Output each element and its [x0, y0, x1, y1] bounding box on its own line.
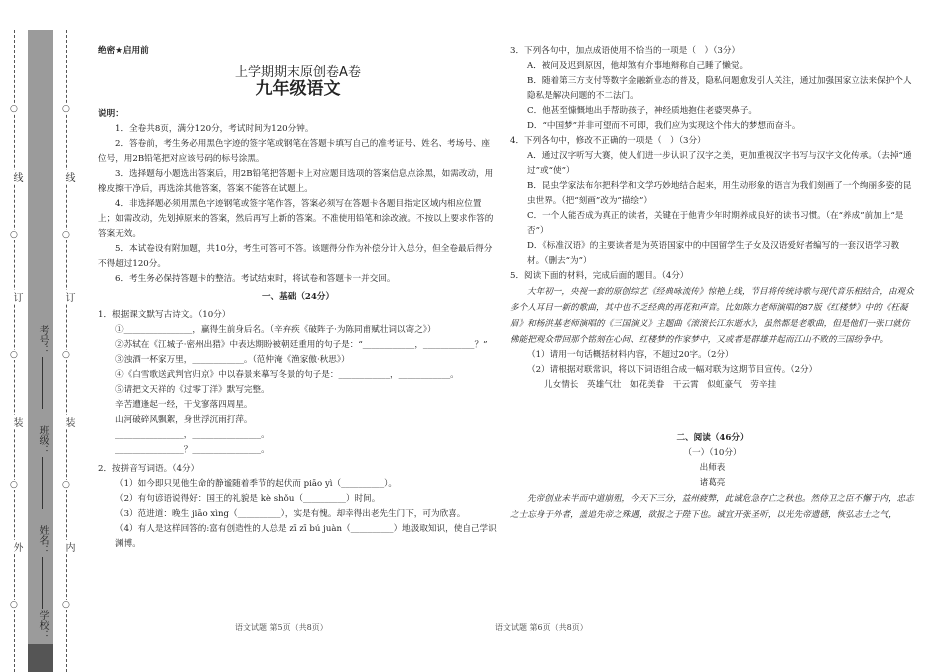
option-item[interactable]: A．通过汉字听写大赛，使人们进一步认识了汉字之美，更加重视汉字书写与汉字文化传承。（去掉“通过”或“使”）	[527, 151, 912, 176]
question-item[interactable]: ③浊酒一杯家万里，____________。（范仲淹《渔家傲·秋思》）	[115, 355, 350, 365]
question-item: ⑤请把文天祥的《过零丁洋》默写完整。	[115, 385, 270, 395]
binding-strip-footer	[28, 644, 53, 672]
circle-mark: ○	[10, 480, 18, 490]
word-list: 儿女情长 英雄气壮 如花美眷 干云霄 似虹豪气 劳辛挂	[544, 380, 777, 390]
class-label: 班级：	[37, 425, 48, 455]
question-stem: 4．下列各句中，修改不正确的一项是（ ）（3分）	[510, 136, 706, 146]
class-field[interactable]	[35, 425, 50, 509]
binding-margin	[0, 0, 95, 672]
name-label: 姓名：	[37, 525, 48, 555]
note-item: 6．考生务必保持答题卡的整洁。考试结束时，将试卷和答题卡一并交回。	[115, 274, 396, 284]
reading-text: 先帝创业未半而中道崩殂，今天下三分，益州疲弊，此诚危急存亡之秋也。然侍卫之臣不懈于内，忠志之士忘身于外者，盖追先帝之殊遇，欲报之于陛下也。诚宜开张圣听，以光先帝遗德，恢弘志士之气，	[510, 494, 914, 520]
binding-label: 订	[11, 292, 22, 302]
circle-mark: ○	[62, 480, 70, 490]
name-field[interactable]	[35, 525, 50, 609]
circle-mark: ○	[10, 350, 18, 360]
page-footer-left: 语文试题 第5页（共8页）	[235, 623, 328, 632]
question-item[interactable]: ①________________，赢得生前身后名。（辛弃疾《破阵子·为陈同甫赋壮词以寄之》）	[115, 325, 436, 335]
circle-mark: ○	[62, 230, 70, 240]
school-label: 学校：	[37, 610, 48, 640]
option-item[interactable]: C．他甚至慷慨地出手帮助孩子，神经质地抱住老婆哭鼻子。	[527, 106, 758, 116]
note-item: 1．全卷共8页，满分120分，考试时间为120分钟。	[115, 124, 314, 134]
question-stem: 3．下列各句中，加点成语使用不恰当的一项是（ ）（3分）	[510, 46, 741, 56]
binding-label: 内	[63, 542, 74, 552]
option-item[interactable]: B．昆虫学家法布尔把科学和文学巧妙地结合起来，用生动形象的语言为我们刻画了一个绚丽多姿的昆虫世界。（把“刻画”改为“描绘”）	[527, 181, 912, 206]
exam-title: 上学期期末原创卷A卷	[235, 65, 361, 80]
question-item[interactable]: ④《白雪歌送武判官归京》中以春景来摹写冬景的句子是：____________，____________。	[115, 370, 459, 380]
circle-mark: ○	[62, 104, 70, 114]
secret-mark: 绝密★启用前	[98, 46, 149, 56]
question-item[interactable]: （2）有句谚语说得好：国王的礼貌是 kè shǒu（__________）时间。	[115, 494, 381, 504]
notes-heading: 说明：	[98, 109, 124, 119]
option-item[interactable]: B．随着第三方支付等数字金融新业态的普及，隐私问题愈发引人关注，通过加强国家立法来保护个人隐私是解决问题的不二法门。	[527, 76, 912, 101]
note-item: 2．答卷前，考生务必用黑色字迹的签字笔或钢笔在答题卡填写自己的准考证号、姓名、考场号、座位号，用2B铅笔把对应该号码的标号涂黑。	[98, 139, 491, 164]
left-page	[98, 44, 498, 552]
option-item[interactable]: D．《标准汉语》的主要读者是为英语国家中的中国留学生子女及汉语爱好者编写的一套汉语学习教材。（删去“为”）	[527, 241, 900, 266]
question-item: （1）请用一句话概括材料内容，不超过20字。（2分）	[527, 350, 734, 360]
reading-subheading: （一）（10分）	[683, 448, 742, 458]
reading-passage: 大年初一，央视一套的原创综艺《经典咏流传》惊艳上线，节目将传统诗歌与现代音乐相结合，由观众多个人耳目一新的歌曲，其中也不乏经典的再花和声音。比如陈力老师演唱的87版《红楼梦》中的《枉凝眉》和杨洪基老师演唱的《三国演义》主题曲《滚滚长江东逝水》，虽然都是老歌曲，但是他们一张口就仿佛能把观众带回那个铭刻在心间、红楼梦的作家梦中，又或者是群雄并起而江山不败的三国纷争中。	[510, 287, 914, 345]
question-item[interactable]: ②苏轼在《江城子·密州出猎》中表达期盼被朝廷重用的句子是：“____________，____________？”	[115, 340, 488, 350]
option-item[interactable]: C．一个人能否成为真正的读者，关键在于他青少年时期养成良好的读书习惯。（在“养成”前加上“是否”）	[527, 211, 904, 236]
question-stem: 1．根据课文默写古诗文。（10分）	[98, 310, 231, 320]
section-heading: 一、基础（24分）	[261, 292, 335, 302]
reading-title: 出师表	[699, 463, 726, 473]
binding-label: 线	[63, 172, 74, 182]
binding-label: 装	[11, 417, 22, 427]
note-item: 4．非选择题必须用黑色字迹钢笔或签字笔作答，答案必须写在答题卡各题目指定区域内相应位置上；如需改动，先划掉原来的答案，然后再写上新的答案。不准使用铅笔和涂改液。不按以上要求作答的答案无效。	[98, 199, 494, 239]
binding-label: 线	[11, 172, 22, 182]
reading-author: 诸葛亮	[699, 478, 726, 488]
right-page	[510, 44, 915, 523]
binding-label: 订	[63, 292, 74, 302]
question-item[interactable]: （4）有人是这样回答的:富有创造性的人总是 zī zī bú juàn（__________）地汲取知识，使自己学识渊博。	[115, 524, 497, 549]
answer-blank[interactable]: ________________，________________。	[115, 430, 270, 440]
answer-blank[interactable]: ________________？________________。	[115, 445, 270, 455]
circle-mark: ○	[10, 104, 18, 114]
subject-title: 九年级语文	[255, 79, 341, 99]
circle-mark: ○	[10, 230, 18, 240]
question-item[interactable]: （3）范进道：晚生 jiāo xìng（__________），实是有愧。却幸得出老先生门下，可为欣喜。	[115, 509, 466, 519]
circle-mark: ○	[62, 350, 70, 360]
school-field[interactable]	[35, 610, 50, 640]
page-footer-right: 语文试题 第6页（共8页）	[495, 623, 588, 632]
question-stem: 5．阅读下面的材料，完成后面的题目。（4分）	[510, 271, 689, 281]
poem-line: 山河破碎风飘絮，身世浮沉雨打萍。	[115, 415, 253, 425]
poem-line: 辛苦遭逢起一经，干戈寥落四周星。	[115, 400, 253, 410]
note-item: 3．选择题每小题选出答案后，用2B铅笔把答题卡上对应题目选项的答案信息点涂黑，如需改动，用橡皮擦干净后，再选涂其他答案，答案不能答在试题上。	[98, 169, 494, 194]
circle-mark: ○	[10, 600, 18, 610]
option-item[interactable]: D．“中国梦”并非可望而不可即，我们应为实现这个伟大的梦想而奋斗。	[527, 121, 801, 131]
option-item[interactable]: A．被问及迟到原因，他却煞有介事地辩称自己睡了懒觉。	[527, 61, 749, 71]
exam-number-label: 考号：	[37, 325, 48, 355]
section-heading: 二、阅读（46分）	[676, 433, 749, 443]
circle-mark: ○	[62, 600, 70, 610]
question-stem: 2．按拼音写词语。（4分）	[98, 464, 200, 474]
question-item: （2）请根据对联常识，将以下词语组合成一幅对联为这期节目宣传。（2分）	[527, 365, 818, 375]
binding-label: 装	[63, 417, 74, 427]
note-item: 5．本试卷设有附加题，共10分，考生可答可不答。该题得分作为补偿分计入总分，但全卷最后得分不得超过120分。	[98, 244, 493, 269]
question-item[interactable]: （1）如今即只见他生命的静谧随着季节的起伏而 piāo yì（__________）。	[115, 479, 398, 489]
exam-number-field[interactable]	[35, 325, 50, 409]
binding-label: 外	[11, 542, 22, 552]
